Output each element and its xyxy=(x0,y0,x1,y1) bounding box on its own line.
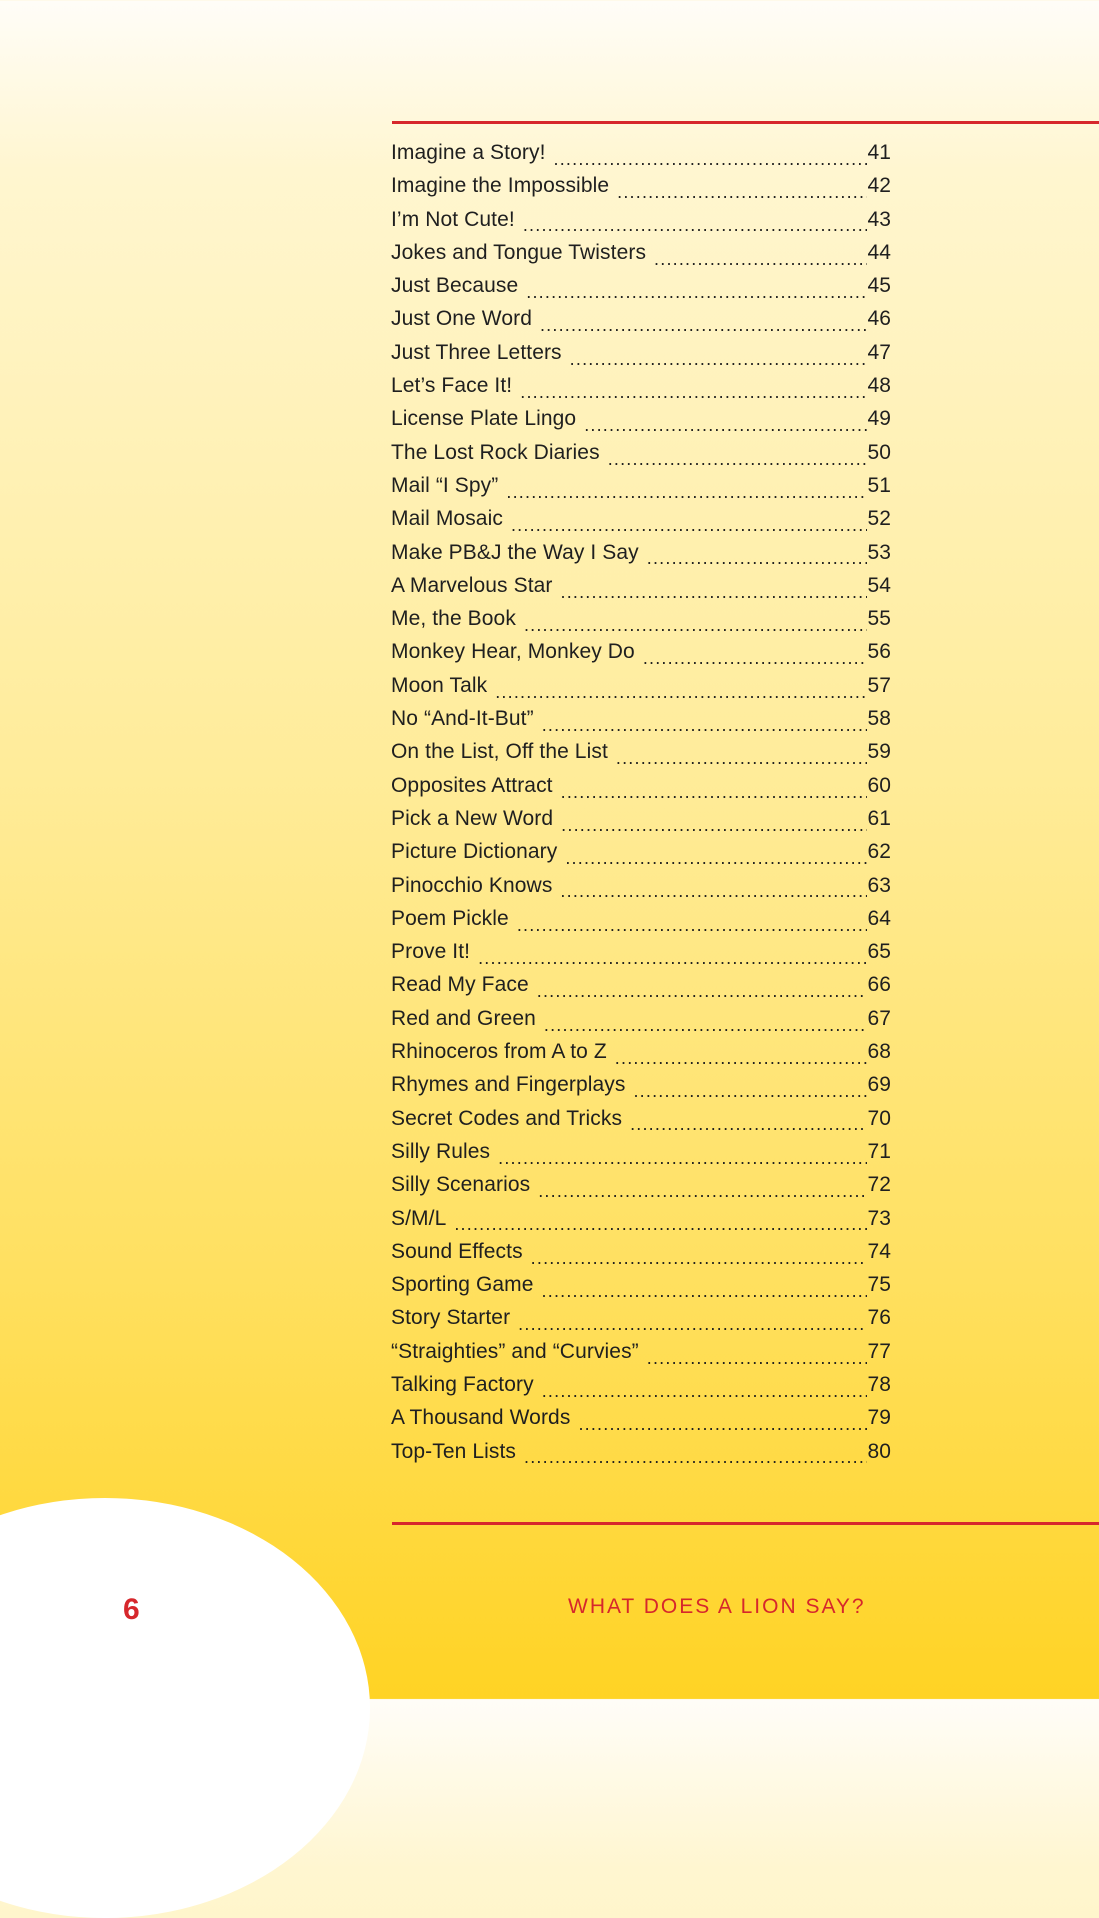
toc-entry-page: 59 xyxy=(867,740,891,764)
toc-entry-page: 61 xyxy=(867,806,891,830)
toc-entry-page: 68 xyxy=(867,1040,891,1064)
toc-entry xyxy=(391,740,891,773)
toc-entry xyxy=(391,208,891,241)
toc-entry-page: 44 xyxy=(867,240,891,264)
toc-entry-page: 49 xyxy=(867,407,891,431)
dot-leader xyxy=(531,1254,868,1275)
toc-entry-title: Talking Factory xyxy=(391,1372,534,1396)
toc-entry-page: 62 xyxy=(867,840,891,864)
toc-entry-page: 67 xyxy=(867,1006,891,1030)
dot-leader xyxy=(561,588,868,609)
toc-entry xyxy=(391,1107,891,1140)
toc-entry-title: Red and Green xyxy=(391,1006,536,1030)
toc-entry xyxy=(391,1007,891,1040)
toc-entry xyxy=(391,1340,891,1373)
toc-entry xyxy=(391,973,891,1006)
toc-entry-page: 66 xyxy=(867,973,891,997)
toc-entry-title: Poem Pickle xyxy=(391,906,509,930)
top-rule xyxy=(392,121,1099,124)
book-title-footer: WHAT DOES A LION SAY? xyxy=(568,1595,866,1618)
dot-leader xyxy=(647,554,868,575)
toc-entry-page: 79 xyxy=(867,1406,891,1430)
dot-leader xyxy=(454,1220,867,1241)
toc-entry-title: Just Because xyxy=(391,274,519,298)
toc-entry-page: 43 xyxy=(867,207,891,231)
toc-entry-title: Imagine the Impossible xyxy=(391,174,610,198)
toc-entry-page: 56 xyxy=(867,640,891,664)
toc-entry xyxy=(391,774,891,807)
toc-entry-page: 80 xyxy=(867,1439,891,1463)
toc-entry-title: Rhymes and Fingerplays xyxy=(391,1073,626,1097)
dot-leader xyxy=(517,921,868,942)
toc-entry xyxy=(391,607,891,640)
toc-entry-title: Rhinoceros from A to Z xyxy=(391,1040,607,1064)
toc-entry-page: 72 xyxy=(867,1173,891,1197)
toc-entry-title: S/M/L xyxy=(391,1206,447,1230)
toc-entry-page: 60 xyxy=(867,773,891,797)
toc-entry-page: 45 xyxy=(867,274,891,298)
toc-entry-title: Just One Word xyxy=(391,307,532,331)
toc-entry-page: 53 xyxy=(867,540,891,564)
toc-entry-title: “Straighties” and “Curvies” xyxy=(391,1339,639,1363)
toc-entry xyxy=(391,840,891,873)
toc-entry-page: 52 xyxy=(867,507,891,531)
toc-entry xyxy=(391,640,891,673)
toc-entry-page: 46 xyxy=(867,307,891,331)
toc-entry-title: Let’s Face It! xyxy=(391,374,513,398)
toc-entry-page: 48 xyxy=(867,374,891,398)
toc-entry-page: 70 xyxy=(867,1106,891,1130)
dot-leader xyxy=(616,754,868,775)
toc-entry-page: 65 xyxy=(867,940,891,964)
dot-leader xyxy=(554,155,868,176)
toc-entry xyxy=(391,241,891,274)
toc-entry xyxy=(391,1406,891,1439)
dot-leader xyxy=(630,1120,867,1141)
toc-entry-title: Imagine a Story! xyxy=(391,141,546,164)
toc-entry-title: Read My Face xyxy=(391,973,529,997)
toc-entry-title: Me, the Book xyxy=(391,607,516,631)
toc-entry-title: Sporting Game xyxy=(391,1273,534,1297)
toc-entry-page: 63 xyxy=(867,873,891,897)
toc-entry xyxy=(391,807,891,840)
toc-entry-title: License Plate Lingo xyxy=(391,407,577,431)
dot-leader xyxy=(518,1320,867,1341)
toc-entry-page: 47 xyxy=(867,340,891,364)
toc-entry-title: Opposites Attract xyxy=(391,773,553,797)
toc-entry xyxy=(391,441,891,474)
toc-entry xyxy=(391,307,891,340)
toc-entry-page: 73 xyxy=(867,1206,891,1230)
toc-entry-title: Top-Ten Lists xyxy=(391,1439,517,1463)
toc-entry-page: 69 xyxy=(867,1073,891,1097)
toc-entry-page: 77 xyxy=(867,1339,891,1363)
dot-leader xyxy=(523,221,868,242)
toc-entry-title: A Marvelous Star xyxy=(391,573,553,597)
toc-entry-page: 64 xyxy=(867,906,891,930)
dot-leader xyxy=(542,721,868,742)
toc-entry-page: 51 xyxy=(867,473,891,497)
dot-leader xyxy=(643,654,868,675)
toc-entry-title: Story Starter xyxy=(391,1306,511,1330)
toc-entry xyxy=(391,1273,891,1306)
dot-leader xyxy=(565,854,867,875)
toc-entry-title: Prove It! xyxy=(391,940,471,964)
dot-leader xyxy=(540,321,867,342)
dot-leader xyxy=(498,1154,867,1175)
dot-leader xyxy=(617,188,867,209)
toc-entry-title: Silly Scenarios xyxy=(391,1173,531,1197)
white-corner-shape xyxy=(0,1498,370,1918)
dot-leader xyxy=(526,288,867,309)
toc-entry-page: 54 xyxy=(867,573,891,597)
toc-entry-title: Moon Talk xyxy=(391,673,488,697)
dot-leader xyxy=(584,421,867,442)
toc-entry-page: 41 xyxy=(867,141,891,164)
toc-entry xyxy=(391,374,891,407)
toc-entry-title: On the List, Off the List xyxy=(391,740,608,764)
dot-leader xyxy=(570,355,868,376)
bottom-rule xyxy=(392,1522,1099,1525)
dot-leader xyxy=(561,788,868,809)
toc-entry-title: No “And-It-But” xyxy=(391,707,534,731)
toc-entry xyxy=(391,507,891,540)
toc-entry-page: 42 xyxy=(867,174,891,198)
dot-leader xyxy=(538,1187,867,1208)
toc-entry xyxy=(391,274,891,307)
toc-entry-title: Make PB&J the Way I Say xyxy=(391,540,639,564)
page-number: 6 xyxy=(123,1593,140,1626)
dot-leader xyxy=(608,455,868,476)
toc-entry xyxy=(391,707,891,740)
toc-entry xyxy=(391,907,891,940)
dot-leader xyxy=(647,1354,868,1375)
toc-entry-title: Jokes and Tongue Twisters xyxy=(391,240,647,264)
dot-leader xyxy=(506,488,867,509)
toc-entry xyxy=(391,940,891,973)
toc-entry xyxy=(391,407,891,440)
toc-entry-page: 50 xyxy=(867,440,891,464)
toc-entry-title: Pinocchio Knows xyxy=(391,873,553,897)
dot-leader xyxy=(560,887,867,908)
toc-entry xyxy=(391,1440,891,1473)
toc-entry-page: 58 xyxy=(867,707,891,731)
toc-entry xyxy=(391,341,891,374)
toc-entry xyxy=(391,474,891,507)
toc-entry xyxy=(391,1373,891,1406)
toc-entry-page: 75 xyxy=(867,1273,891,1297)
toc-entry xyxy=(391,574,891,607)
dot-leader xyxy=(615,1054,868,1075)
dot-leader xyxy=(561,821,867,842)
table-of-contents xyxy=(391,141,891,1473)
toc-entry xyxy=(391,1040,891,1073)
toc-entry-title: I’m Not Cute! xyxy=(391,207,515,231)
toc-entry-title: The Lost Rock Diaries xyxy=(391,440,600,464)
toc-entry-page: 57 xyxy=(867,673,891,697)
toc-entry-title: Mail “I Spy” xyxy=(391,473,499,497)
dot-leader xyxy=(524,621,868,642)
toc-entry-page: 76 xyxy=(867,1306,891,1330)
dot-leader xyxy=(511,521,867,542)
toc-entry-title: Just Three Letters xyxy=(391,340,562,364)
toc-entry-title: Sound Effects xyxy=(391,1239,523,1263)
toc-entry-title: Silly Rules xyxy=(391,1139,491,1163)
dot-leader xyxy=(542,1387,868,1408)
toc-entry xyxy=(391,1140,891,1173)
toc-entry xyxy=(391,1207,891,1240)
toc-entry xyxy=(391,1173,891,1206)
toc-entry xyxy=(391,541,891,574)
dot-leader xyxy=(542,1287,868,1308)
dot-leader xyxy=(524,1453,867,1474)
dot-leader xyxy=(478,954,867,975)
toc-entry xyxy=(391,1306,891,1339)
dot-leader xyxy=(495,688,867,709)
dot-leader xyxy=(520,388,867,409)
dot-leader xyxy=(537,987,868,1008)
toc-entry xyxy=(391,1240,891,1273)
toc-entry xyxy=(391,1073,891,1106)
toc-entry xyxy=(391,174,891,207)
toc-entry-page: 71 xyxy=(867,1139,891,1163)
dot-leader xyxy=(654,255,867,276)
dot-leader xyxy=(544,1021,868,1042)
toc-entry xyxy=(391,674,891,707)
toc-entry-title: A Thousand Words xyxy=(391,1406,571,1430)
toc-entry-page: 55 xyxy=(867,607,891,631)
toc-entry-title: Monkey Hear, Monkey Do xyxy=(391,640,635,664)
toc-entry xyxy=(391,874,891,907)
dot-leader xyxy=(578,1420,867,1441)
toc-entry-title: Mail Mosaic xyxy=(391,507,503,531)
toc-entry-title: Pick a New Word xyxy=(391,806,554,830)
toc-entry-title: Picture Dictionary xyxy=(391,840,558,864)
toc-entry-page: 78 xyxy=(867,1372,891,1396)
toc-entry-page: 74 xyxy=(867,1239,891,1263)
toc-entry-title: Secret Codes and Tricks xyxy=(391,1106,623,1130)
toc-entry xyxy=(391,141,891,174)
dot-leader xyxy=(633,1087,867,1108)
